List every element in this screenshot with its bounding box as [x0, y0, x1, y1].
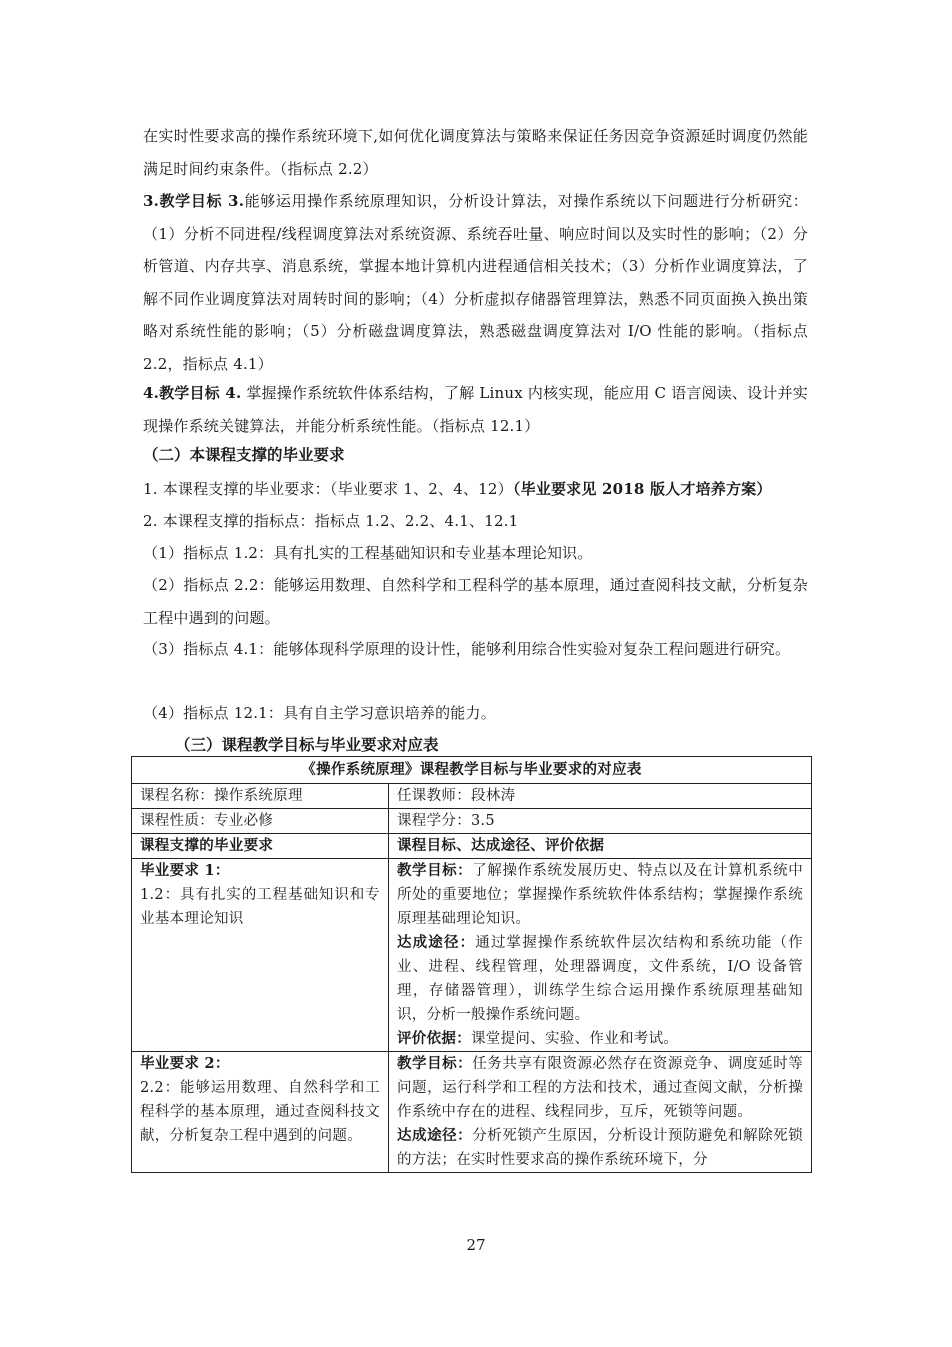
intro-paragraph: [143, 120, 808, 185]
indicator-2: [143, 569, 808, 634]
table-row: [132, 1052, 812, 1173]
course-name-cell: 课程名称：操作系统原理: [132, 784, 389, 809]
eval1-text: 课堂提问、实验、作业和考试。: [471, 1031, 679, 1047]
goal4-label: 4.教学目标 4.: [143, 384, 242, 402]
path1-label: 达成途径：: [397, 934, 476, 951]
path1-text: 通过掌握操作系统软件层次结构和系统功能（作业、进程、线程管理，处理器调度，文件系统，I/O 设备管理，存储器管理），训练学生综合运用操作系统原理基础知识，分析一般操作系统问题。: [397, 935, 803, 1023]
indicator-1-text: （1）指标点 1.2：具有扎实的工程基础知识和专业基本理论知识。: [143, 544, 593, 562]
course-nature-cell: 课程性质：专业必修: [132, 809, 389, 834]
path1-block: [397, 931, 803, 1027]
indicator-3-text: （3）指标点 4.1：能够体现科学原理的设计性，能够利用综合性实验对复杂工程问题进行研究。: [143, 640, 791, 658]
goal1-label: 教学目标：: [397, 862, 473, 879]
grad-req-line: [143, 473, 808, 506]
page-number: 27: [466, 1236, 486, 1254]
teaching-goal-3: [143, 185, 808, 381]
table-title-row: [132, 757, 812, 784]
intro-text: 在实时性要求高的操作系统环境下,如何优化调度算法与策略来保证任务因竞争资源延时调度仍然能满足时间约束条件。（指标点 2.2）: [143, 127, 808, 178]
indicator-4: [143, 697, 808, 730]
credits-cell: 课程学分：3.5: [389, 809, 812, 834]
indicator-1: [143, 537, 808, 570]
section3-heading: （三）课程教学目标与毕业要求对应表: [175, 735, 439, 754]
req1-text: 1.2：具有扎实的工程基础知识和专业基本理论知识: [140, 887, 380, 927]
goal2-cell: [389, 1052, 812, 1173]
goal-requirement-table: [131, 756, 812, 1173]
table-header-row: [132, 834, 812, 859]
indicator-3: [143, 633, 808, 666]
path2-label: 达成途径：: [397, 1127, 473, 1144]
req2-text: 2.2：能够运用数理、自然科学和工程科学的基本原理，通过查阅科技文献，分析复杂工程中遇到的问题。: [140, 1080, 380, 1144]
eval1-label: 评价依据：: [397, 1030, 471, 1047]
goal2-text: 任务共享有限资源必然存在资源竞争、调度延时等问题，运行科学和工程的方法和技术，通过查阅文献，分析操作系统中存在的进程、线程同步，互斥，死锁等问题。: [397, 1056, 803, 1120]
table-row: [132, 859, 812, 1052]
indicators-text: 2. 本课程支撑的指标点：指标点 1.2、2.2、4.1、12.1: [143, 512, 519, 530]
eval1-block: [397, 1027, 803, 1051]
req2-cell: [132, 1052, 389, 1173]
grad-req-text: 1. 本课程支撑的毕业要求：（毕业要求 1、2、4、12）: [143, 480, 513, 498]
goal2-block: [397, 1052, 803, 1124]
teaching-goal-4: [143, 377, 808, 442]
path2-text: 分析死锁产生原因，分析设计预防避免和解除死锁的方法；在实时性要求高的操作系统环境下，分: [397, 1128, 803, 1168]
goal3-label: 3.教学目标 3.: [143, 192, 245, 210]
table-title: 《操作系统原理》课程教学目标与毕业要求的对应表: [132, 757, 812, 784]
indicator-2-text: （2）指标点 2.2：能够运用数理、自然科学和工程科学的基本原理，通过查阅科技文献，分析复杂工程中遇到的问题。: [143, 576, 808, 627]
goal1-block: [397, 859, 803, 931]
section2-heading: （二）本课程支撑的毕业要求: [143, 445, 345, 464]
col1-header: 课程支撑的毕业要求: [132, 834, 389, 859]
goal3-text: 能够运用操作系统原理知识，分析设计算法，对操作系统以下问题进行分析研究：（1）分析不同进程/线程调度算法对系统资源、系统吞吐量、响应时间以及实时性的影响；（2）分析管道、内存共享、消息系统，掌握本地计算机内进程通信相关技术；（3）分析作业调度算法，了解不同作业调度算法对周转时间的影响；（4）分析虚拟存储器管理算法，熟悉不同页面换入换出策略对系统性能的影响；（5）分析磁盘调度算法，熟悉磁盘调度算法对 I/O 性能的影响。（指标点 2.2，指标点 4.1）: [143, 192, 808, 373]
req2-title: 毕业要求 2：: [140, 1055, 230, 1072]
table-row: [132, 784, 812, 809]
goal2-label: 教学目标：: [397, 1055, 473, 1072]
teacher-cell: 任课教师：段林涛: [389, 784, 812, 809]
goal1-cell: [389, 859, 812, 1052]
table-row: [132, 809, 812, 834]
grad-req-note: （毕业要求见 2018 版人才培养方案）: [512, 480, 772, 498]
goal1-text: 了解操作系统发展历史、特点以及在计算机系统中所处的重要地位；掌握操作系统软件体系结构；掌握操作系统原理基础理论知识。: [397, 863, 803, 927]
indicator-4-text: （4）指标点 12.1：具有自主学习意识培养的能力。: [143, 704, 496, 722]
req1-cell: [132, 859, 389, 1052]
indicators-line: [143, 505, 808, 538]
goal4-text: 掌握操作系统软件体系结构，了解 Linux 内核实现，能应用 C 语言阅读、设计并实现操作系统关键算法，并能分析系统性能。（指标点 12.1）: [143, 384, 808, 435]
path2-block: [397, 1124, 803, 1172]
col2-header: 课程目标、达成途径、评价依据: [389, 834, 812, 859]
req1-title: 毕业要求 1：: [140, 862, 230, 879]
